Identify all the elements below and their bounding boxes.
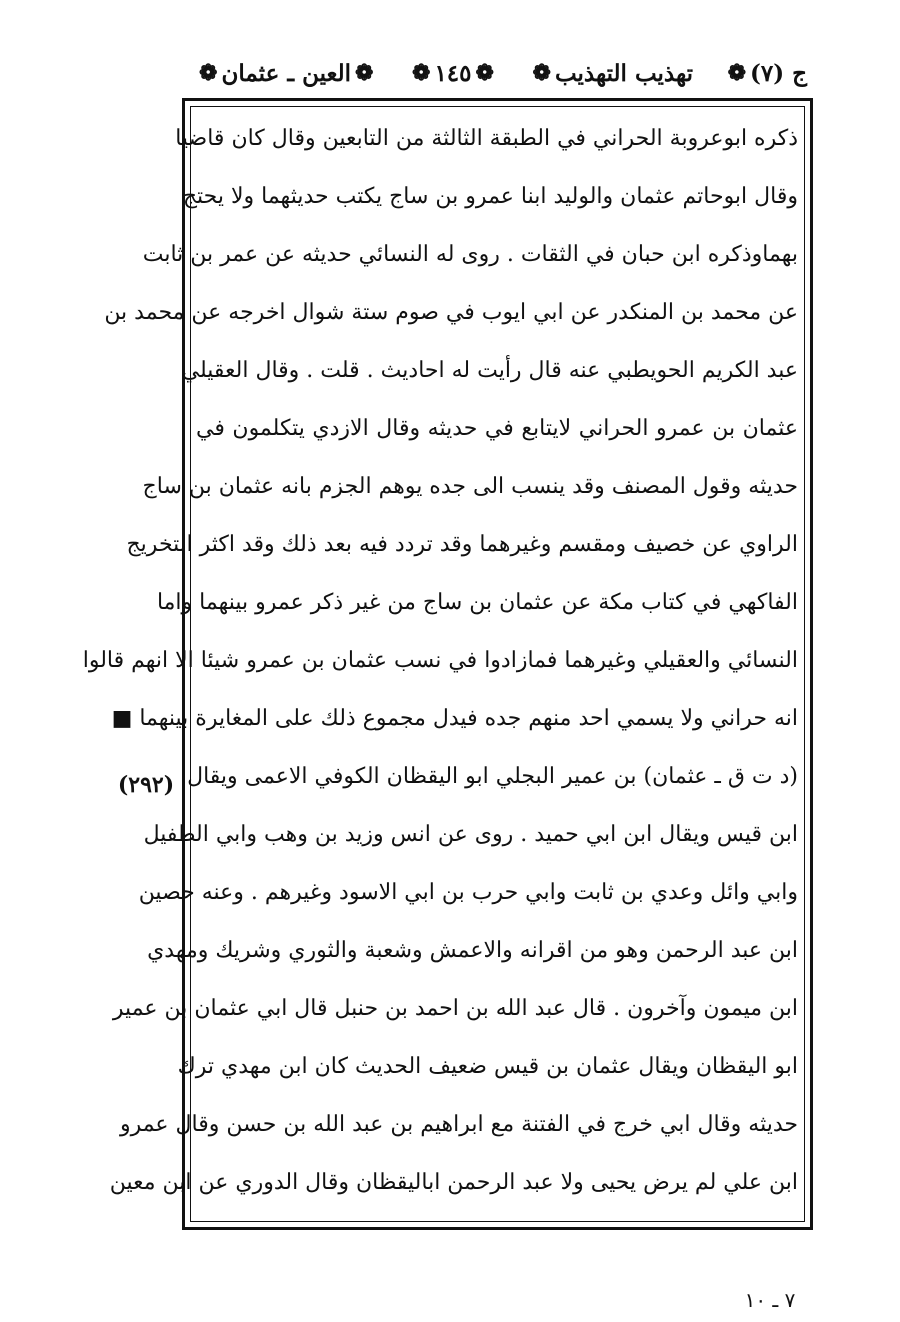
text-line: الراوي عن خصيف ومقسم وغيرهما وقد تردد فيه بعد ذلك وقد اكثر التخريج	[126, 532, 798, 557]
entry-heading-line: (د ت ق ـ عثمان) بن عمير البجلي ابو اليقظان الكوفي الاعمى ويقال	[187, 764, 798, 789]
text-line: النسائي والعقيلي وغيرهما فمازادوا في نسب عثمان بن عمرو شيئا الا انهم قالوا	[82, 648, 798, 673]
text-line: ابو اليقظان ويقال عثمان بن قيس ضعيف الحديث كان ابن مهدي ترك	[177, 1054, 798, 1079]
sheet-signature: ٧ ـ ١٠	[744, 1288, 796, 1312]
text-line: ابن عبد الرحمن وهو من اقرانه والاعمش وشعبة والثوري وشريك ومهدي	[147, 938, 798, 963]
text-line: عبد الكريم الحويطبي عنه قال رأيت له احاديث . قلت . وقال العقيلي	[181, 358, 798, 383]
text-line: ابن علي لم يرض يحيى ولا عبد الرحمن اباليقظان وقال الدوري عن ابن معين	[109, 1170, 798, 1195]
text-line: حديثه وقال ابي خرج في الفتنة مع ابراهيم بن عبد الله بن حسن وقال عمرو	[119, 1112, 798, 1137]
text-line: الفاكهي في كتاب مكة عن عثمان بن ساج من غير ذكر عمرو بينهما واما	[156, 590, 798, 615]
text-line: بهماوذكره ابن حبان في الثقات . روى له النسائي حديثه عن عمر بن ثابت	[142, 242, 798, 267]
floral-ornament-icon: ❁	[412, 60, 431, 86]
text-line: ذكره ابوعروبة الحراني في الطبقة الثالثة من التابعين وقال كان قاضيا	[175, 126, 798, 151]
page-number: ❁ ١٤٥ ❁	[412, 59, 494, 87]
text-line: حديثه وقول المصنف وقد ينسب الى جده يوهم الجزم بانه عثمان بن ساج	[142, 474, 798, 499]
floral-ornament-icon: ❁	[727, 60, 746, 86]
floral-ornament-icon: ❁	[199, 60, 218, 86]
text-line: عثمان بن عمرو الحراني لايتابع في حديثه وقال الازدي يتكلمون في	[196, 416, 798, 441]
text-line: وقال ابوحاتم عثمان والوليد ابنا عمرو بن ساج يكتب حديثهما ولا يحتج	[182, 184, 798, 209]
floral-ornament-icon: ❁	[532, 60, 551, 86]
text-line: عن محمد بن المنكدر عن ابي ايوب في صوم ستة شوال اخرجه عن محمد بن	[104, 300, 798, 325]
text-line: انه حراني ولا يسمي احد منهم جده فيدل مجموع ذلك على المغايرة بينهما ■	[111, 706, 798, 731]
book-title: تهذيب التهذيب ❁	[532, 59, 694, 87]
running-header	[195, 50, 807, 96]
text-line: ابن ميمون وآخرون . قال عبد الله بن احمد بن حنبل قال ابي عثمان بن عمير	[112, 996, 798, 1021]
section-title: ❁ العين ـ عثمان ❁	[199, 59, 374, 87]
entry-number: (٢٩٢)	[117, 772, 175, 798]
floral-ornament-icon: ❁	[475, 60, 494, 86]
floral-ornament-icon: ❁	[355, 60, 374, 86]
text-line: ابن قيس ويقال ابن ابي حميد . روى عن انس وزيد بن وهب وابي الطفيل	[143, 822, 798, 847]
text-line: وابي وائل وعدي بن ثابت وابي حرب بن ابي الاسود وغيرهم . وعنه حصين	[138, 880, 798, 905]
volume-label: ج (٧) ❁	[727, 59, 807, 87]
